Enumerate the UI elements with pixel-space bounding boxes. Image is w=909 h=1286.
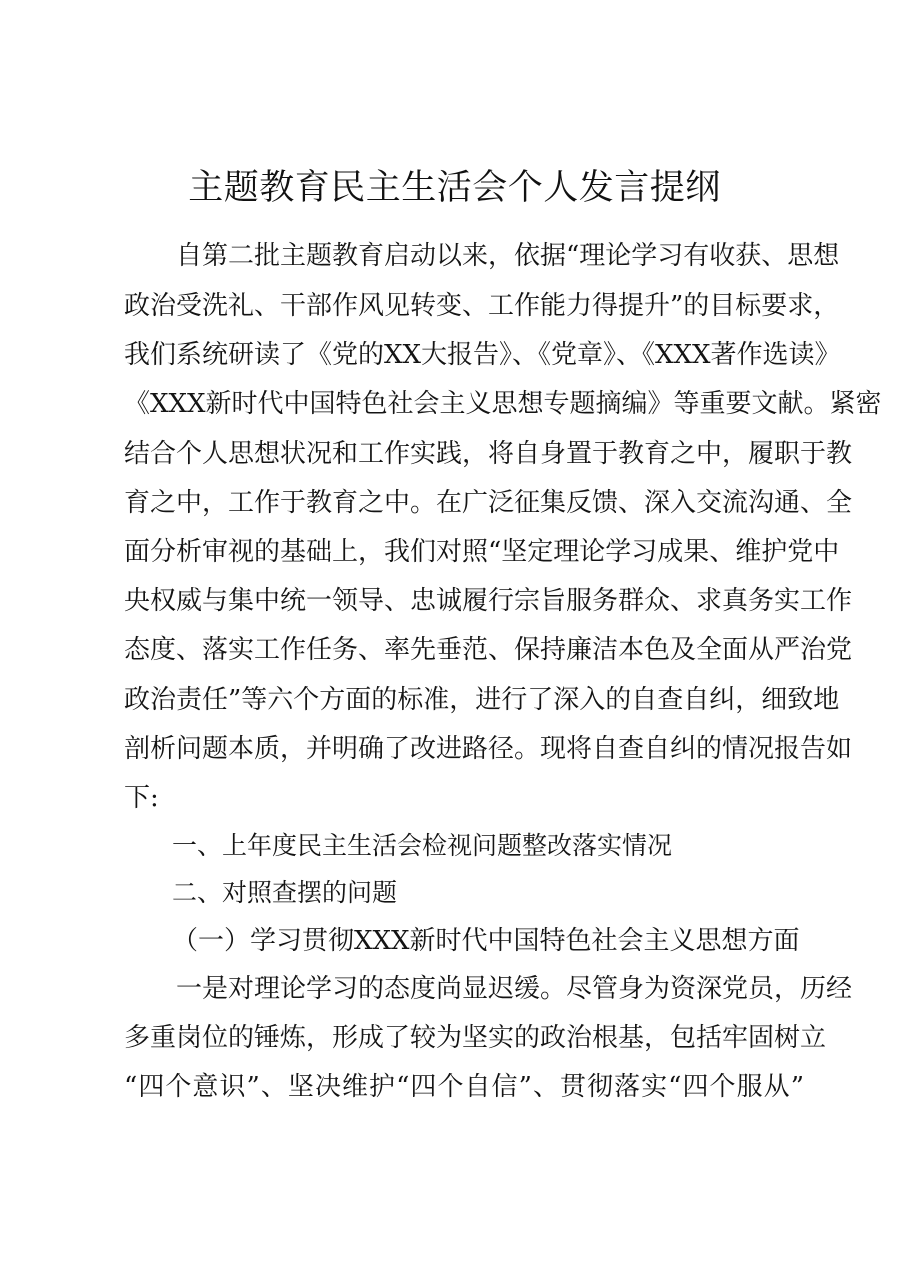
paragraph-line: 育之中，工作于教育之中。在广泛征集反馈、深入交流沟通、全 [124, 488, 853, 518]
paragraph-line: 剖析问题本质，并明确了改进路径。现将自查自纠的情况报告如 [124, 734, 853, 764]
document-title: 主题教育民主生活会个人发言提纲 [188, 168, 721, 208]
paragraph-line: 政治受洗礼、干部作风见转变、工作能力得提升”的目标要求， [124, 291, 840, 321]
paragraph-line: 态度、落实工作任务、率先垂范、保持廉洁本色及全面从严治党 [124, 635, 853, 665]
paragraph-line: 一是对理论学习的态度尚显迟缓。尽管身为资深党员，历经 [176, 974, 853, 1004]
paragraph-line: 政治责任”等六个方面的标准，进行了深入的自查自纠，细致地 [124, 685, 840, 715]
paragraph-line: 自第二批主题教育启动以来，依据“理论学习有收获、思想 [176, 241, 840, 271]
paragraph-line: 多重岗位的锤炼，形成了较为坚实的政治根基，包括牢固树立 [124, 1023, 827, 1053]
section-heading: 一、上年度民主生活会检视问题整改落实情况 [172, 831, 673, 860]
paragraph-line: 结合个人思想状况和工作实践，将自身置于教育之中，履职于教 [124, 439, 853, 469]
section-heading: 二、对照查摆的问题 [172, 878, 398, 907]
paragraph-line: 央权威与集中统一领导、忠诚履行宗旨服务群众、求真务实工作 [124, 586, 853, 616]
paragraph-line: 面分析审视的基础上，我们对照“坚定理论学习成果、维护党中 [124, 537, 840, 567]
subsection-heading: （一）学习贯彻XXX新时代中国特色社会主义思想方面 [172, 926, 800, 956]
paragraph-line: 我们系统研读了《党的XX大报告》、《党章》、《XXX著作选读》 [124, 340, 841, 370]
paragraph-line: “四个意识”、坚决维护“四个自信”、贯彻落实“四个服从” [124, 1072, 804, 1102]
paragraph-line: 下: [124, 783, 159, 813]
paragraph-line: 《XXX新时代中国特色社会主义思想专题摘编》等重要文献。紧密 [124, 389, 882, 419]
